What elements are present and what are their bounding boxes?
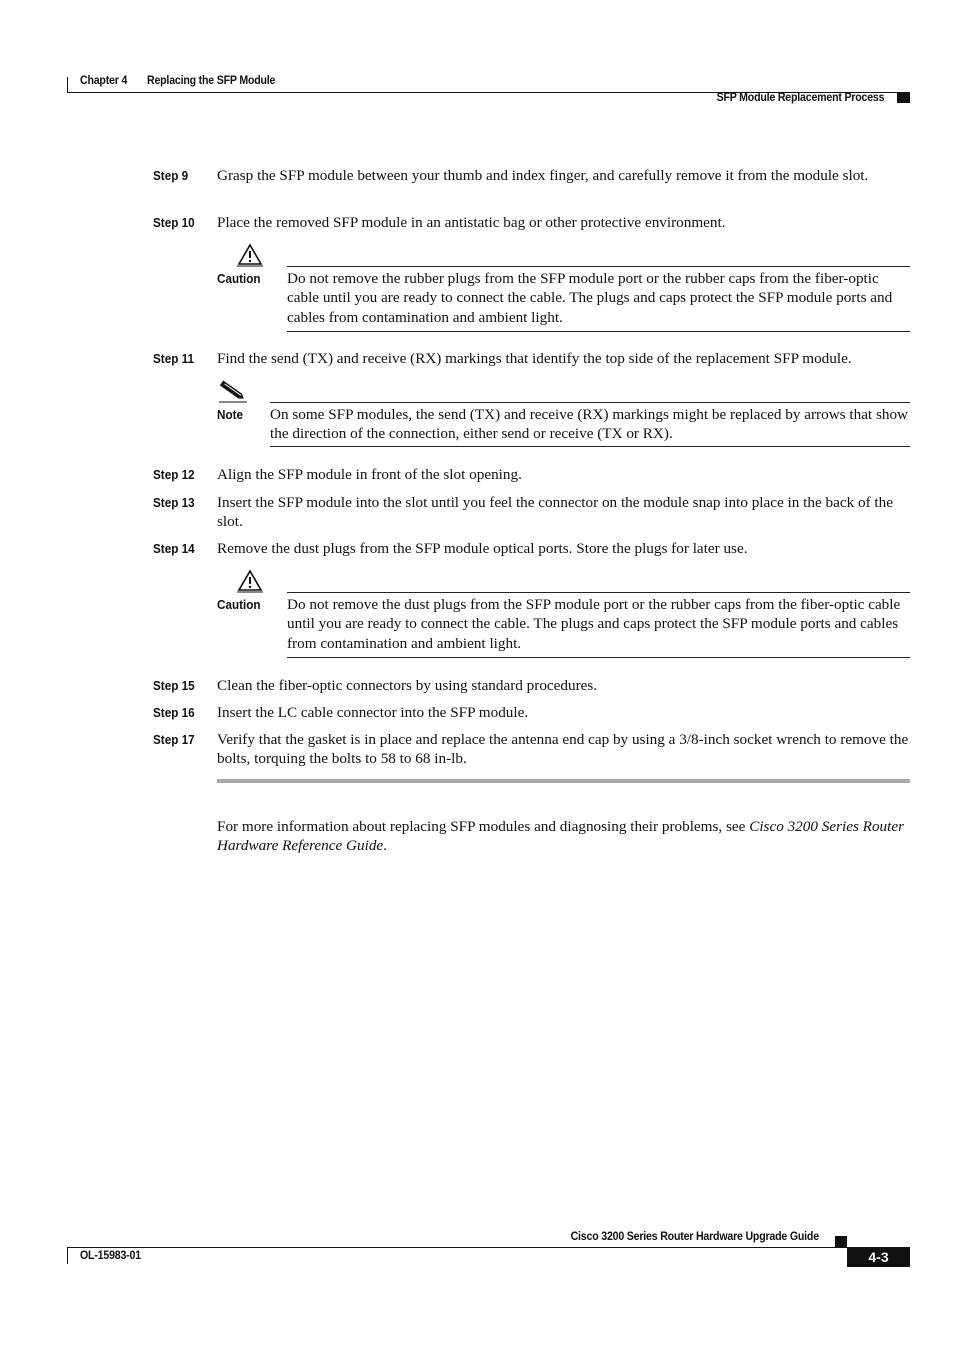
step-16-label: Step 16 <box>153 705 195 720</box>
header-left-bar <box>67 77 68 93</box>
step-10-text: Place the removed SFP module in an antistatic bag or other protective environment. <box>217 214 726 231</box>
note-1-label: Note <box>217 407 244 422</box>
caution-2-label: Caution <box>217 597 261 612</box>
reference-guide-title: Cisco 3200 Series Router Hardware Reference Guide <box>217 818 904 855</box>
caution-2-bottom-rule <box>287 657 910 658</box>
step-11-label: Step 11 <box>153 351 194 366</box>
procedure-end-bar <box>217 779 910 783</box>
caution-1-text: Do not remove the rubber plugs from the SFP module port or the rubber caps from the fiber-optic cable until you are ready to connect the cable. The plugs and caps protect the SFP module ports and cables from contamination and ambient light. <box>287 270 893 326</box>
step-15-label: Step 15 <box>153 678 195 693</box>
warning-triangle-icon <box>237 243 263 267</box>
footer-guide-title: Cisco 3200 Series Router Hardware Upgrade Guide <box>570 1231 819 1243</box>
closing-end: . <box>383 837 387 855</box>
header-section-title: SFP Module Replacement Process <box>716 92 884 104</box>
step-14-label: Step 14 <box>153 541 195 556</box>
caution-1-top-rule <box>287 266 910 267</box>
header-chapter: Chapter 4 <box>80 75 128 87</box>
closing-text: For more information about replacing SFP modules and diagnosing their problems, see <box>217 818 750 835</box>
note-1-text: On some SFP modules, the send (TX) and receive (RX) markings might be replaced by arrows that show the direction of the connection, either send or receive (TX or RX). <box>270 406 909 443</box>
step-12-label: Step 12 <box>153 467 195 482</box>
step-16-text: Insert the LC cable connector into the SFP module. <box>217 704 529 721</box>
warning-triangle-icon <box>237 569 263 593</box>
step-17-text: Verify that the gasket is in place and replace the antenna end cap by using a 3/8-inch socket wrench to remove the bolts, torquing the bolts to 58 to 68 in-lb. <box>217 731 909 768</box>
step-11-text: Find the send (TX) and receive (RX) markings that identify the top side of the replacement SFP module. <box>217 350 852 367</box>
note-1-bottom-rule <box>270 446 910 447</box>
caution-1-bottom-rule <box>287 331 910 332</box>
step-9-label: Step 9 <box>153 168 189 183</box>
footer-left-bar <box>67 1248 68 1264</box>
footer-doc-number: OL-15983-01 <box>80 1250 141 1262</box>
closing-paragraph <box>217 817 911 856</box>
footer-black-square <box>835 1236 847 1247</box>
caution-2-top-rule <box>287 592 910 593</box>
step-13-label: Step 13 <box>153 495 195 510</box>
header-black-square <box>897 93 910 103</box>
step-13-text: Insert the SFP module into the slot until you feel the connector on the module snap into place in the back of the slot. <box>217 494 893 531</box>
note-1-top-rule <box>270 402 910 403</box>
caution-2-text: Do not remove the dust plugs from the SFP module port or the rubber caps from the fiber-optic cable until you are ready to connect the cable. The plugs and caps protect the SFP module ports and cables from contamination and ambient light. <box>287 596 901 652</box>
footer-rule <box>67 1247 910 1248</box>
page-number: 4-3 <box>868 1249 889 1265</box>
step-9-text: Grasp the SFP module between your thumb and index finger, and carefully remove it from the module slot. <box>217 167 869 184</box>
step-15-text: Clean the fiber-optic connectors by using standard procedures. <box>217 677 598 694</box>
header-chapter-title: Replacing the SFP Module <box>147 75 276 87</box>
step-17-label: Step 17 <box>153 732 195 747</box>
step-10-label: Step 10 <box>153 215 195 230</box>
step-12-text: Align the SFP module in front of the slot opening. <box>217 466 522 483</box>
caution-1-label: Caution <box>217 271 261 286</box>
page-number-box <box>847 1247 910 1267</box>
pencil-note-icon <box>219 379 247 403</box>
step-14-text: Remove the dust plugs from the SFP module optical ports. Store the plugs for later use. <box>217 540 748 557</box>
